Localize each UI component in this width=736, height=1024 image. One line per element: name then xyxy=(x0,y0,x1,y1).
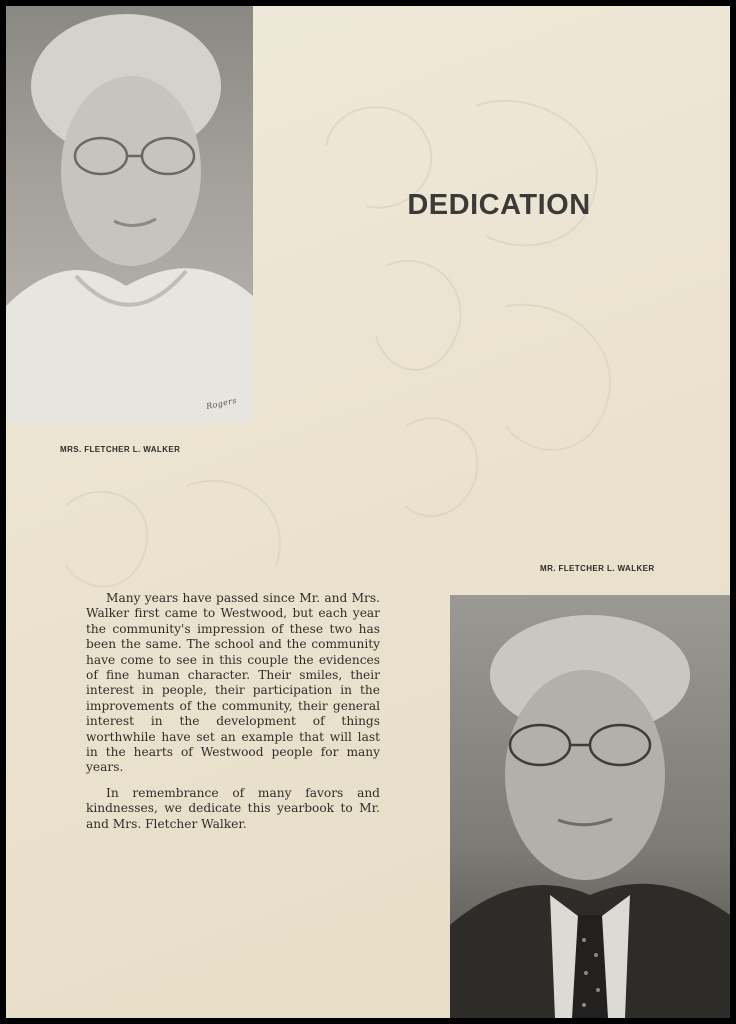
caption-mr-walker: MR. FLETCHER L. WALKER xyxy=(540,564,655,573)
photo-mr-walker xyxy=(450,595,730,1018)
paragraph: In remembrance of many favors and kindnesses, we dedicate this yearbook to Mr. and Mrs. Fletcher Walker. xyxy=(86,785,380,831)
yearbook-page xyxy=(6,6,730,1018)
caption-mrs-walker: MRS. FLETCHER L. WALKER xyxy=(60,445,181,454)
portrait-man-illustration xyxy=(450,595,730,1018)
page-title: DEDICATION xyxy=(407,189,591,221)
photo-mrs-walker xyxy=(6,6,253,423)
photographer-signature: Rogers xyxy=(205,395,238,412)
dedication-text xyxy=(86,591,380,832)
paragraph: Many years have passed since Mr. and Mrs. Walker first came to Westwood, but each year the community's impression of these two has been the same. The school and the community have come to see in this couple the evidences of fine human character. Their smiles, their interest in people, their participation in the improvements of the community, their general interest in the development of things worthwhile have set an example that will last in the hearts of Westwood people for many years. xyxy=(86,591,380,775)
portrait-woman-illustration xyxy=(6,6,253,423)
